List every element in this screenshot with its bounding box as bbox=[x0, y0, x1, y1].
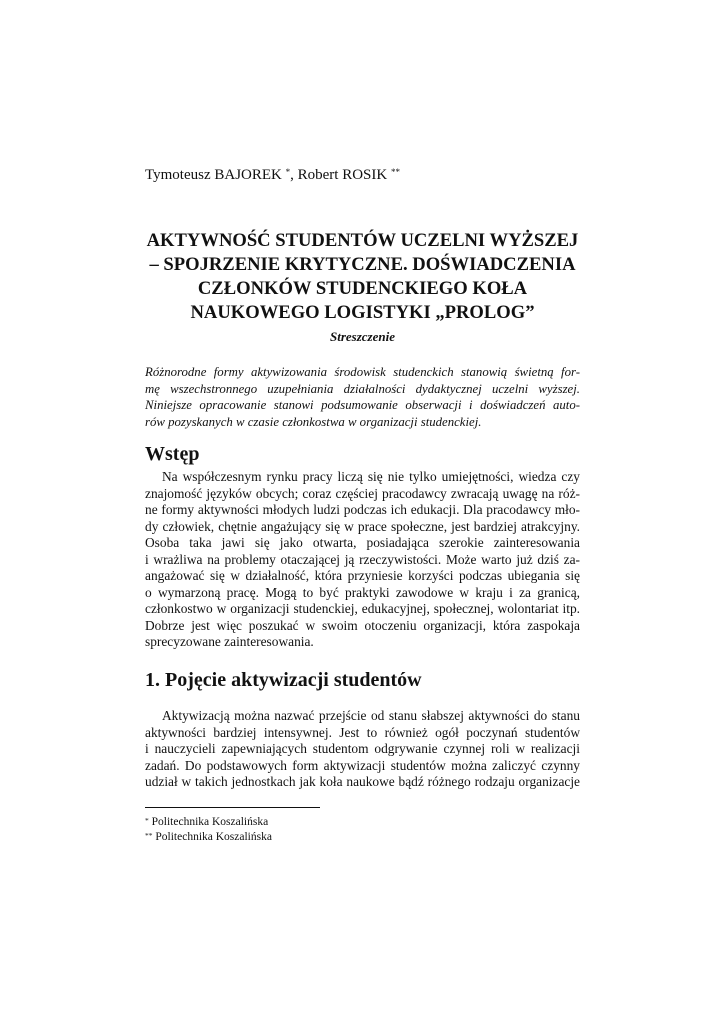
footnote-marker: * bbox=[145, 816, 149, 825]
intro-paragraph bbox=[145, 469, 580, 651]
abstract-text bbox=[145, 364, 580, 430]
text-line: ne formy aktywności młodych ludzi podczas ich edukacji. Dla pracodawcy mło- bbox=[145, 502, 580, 517]
title-line: – SPOJRZENIE KRYTYCZNE. DOŚWIADCZENIA bbox=[149, 254, 576, 275]
text-line: sprecyzowane zainteresowania. bbox=[145, 634, 314, 649]
text-line: Na współczesnym rynku pracy liczą się nie tylko umiejętności, wiedza czy bbox=[162, 469, 580, 484]
abstract-line: mę wszechstronnego uzupełniania działalności dydaktycznej uczelni wyższej. bbox=[145, 381, 580, 396]
document-page bbox=[145, 0, 580, 1024]
title-line: AKTYWNOŚĆ STUDENTÓW UCZELNI WYŻSZEJ bbox=[146, 230, 579, 251]
footnote-text: Politechnika Koszalińska bbox=[155, 831, 272, 843]
text-line: udział w takich jednostkach jak koła naukowe bądź różnego rodzaju organizacje bbox=[145, 774, 580, 789]
footnote-divider bbox=[145, 807, 320, 808]
author-name: Robert ROSIK bbox=[297, 167, 388, 183]
footnote bbox=[145, 815, 445, 830]
abstract-line: Niniejsze opracowanie stanowi podsumowanie obserwacji i doświadczeń auto- bbox=[145, 398, 580, 412]
footnote-marker: ** bbox=[145, 831, 153, 840]
footnotes bbox=[145, 815, 445, 845]
abstract-line: rów pozyskanych w czasie członkostwa w organizacji studenckiej. bbox=[145, 414, 482, 429]
text-line: dy człowiek, chętnie angażujący się w prace społeczne, jest bardziej atrakcyjny. bbox=[145, 518, 580, 534]
footnote-text: Politechnika Koszalińska bbox=[151, 816, 269, 828]
text-line: Osoba taka jawi się jako otwarta, posiadająca szerokie zainteresowania bbox=[145, 535, 580, 550]
title-line: CZŁONKÓW STUDENCKIEGO KOŁA bbox=[197, 278, 528, 299]
text-line: o wymarzoną pracę. Mogą to być praktyki zawodowe w kraju i za granicą, bbox=[145, 584, 580, 600]
text-line: i wrażliwa na problemy otaczającej ją rzeczywistości. Może warto już dziś za- bbox=[145, 551, 580, 567]
text-line: angażować się w działalność, która przyniesie korzyści podczas ubiegania się bbox=[145, 568, 580, 583]
abstract-line: Różnorodne formy aktywizowania środowisk studenckich stanowią świetną for- bbox=[145, 365, 580, 379]
title-line: NAUKOWEGO LOGISTYKI „PROLOG” bbox=[190, 302, 535, 323]
text-line: znajomość języków obcych; coraz częściej pracodawcy zwracają uwagę na róż- bbox=[145, 485, 580, 501]
text-line: zadań. Do podstawowych form aktywizacji studentów można zaliczyć czynny bbox=[145, 757, 580, 773]
section-heading: Wstęp bbox=[145, 443, 200, 465]
text-line: i nauczycieli zapewniających studentom odgrywanie czynnej roli w realizacji bbox=[145, 741, 580, 756]
author-name: Tymoteusz BAJOREK bbox=[145, 167, 282, 183]
text-line: Aktywizacją można nazwać przejście od stanu słabszej aktywności do stanu bbox=[162, 708, 580, 723]
author-separator: , bbox=[290, 167, 298, 183]
section1-paragraph bbox=[145, 708, 580, 791]
footnote-marker: ** bbox=[390, 167, 400, 177]
author-line bbox=[145, 166, 580, 184]
footnote bbox=[145, 830, 445, 845]
footnote-marker: * bbox=[285, 167, 291, 177]
paper-title bbox=[145, 229, 580, 325]
section-heading: 1. Pojęcie aktywizacji studentów bbox=[145, 669, 422, 691]
text-line: członkostwo w organizacji studenckiej, edukacyjnej, społecznej, wolontariat itp. bbox=[145, 601, 580, 616]
abstract-heading: Streszczenie bbox=[330, 329, 395, 344]
text-line: Dobrze jest więc poszukać w swoim otoczeniu organizacji, która zaspokaja bbox=[145, 617, 580, 633]
text-line: aktywności bardziej intensywnej. Jest to również ogół poczynań studentów bbox=[145, 724, 580, 740]
